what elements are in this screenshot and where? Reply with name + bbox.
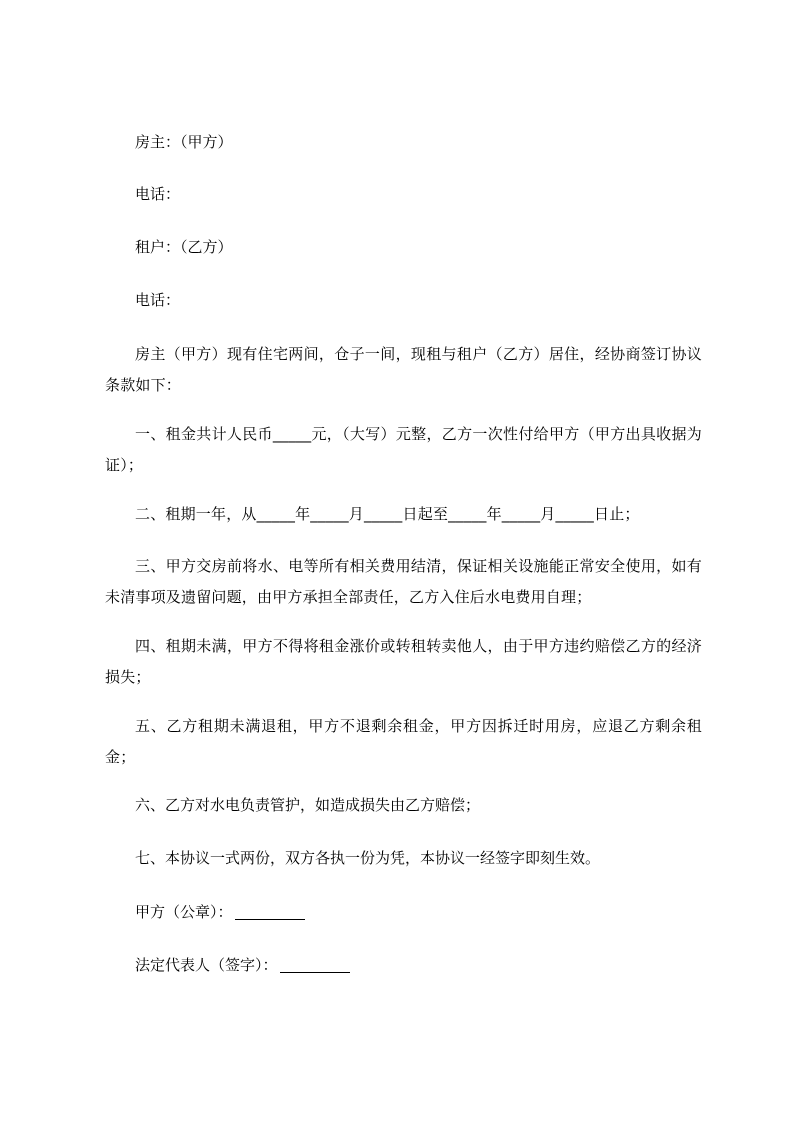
tenant-phone-label: 电话： (135, 291, 181, 309)
party-a-seal-line (135, 899, 305, 925)
party-a-seal-label: 甲方（公章）： (135, 903, 233, 921)
landlord-phone-label: 电话： (135, 185, 181, 203)
party-a-seal-blank (235, 901, 305, 920)
clause-6: 六、乙方对水电负责管护，如造成损失由乙方赔偿； (135, 796, 481, 814)
legal-rep-sign-blank (280, 954, 350, 973)
legal-rep-sign-label: 法定代表人（签字）： (135, 956, 278, 974)
intro-paragraph: 房主（甲方）现有住宅两间，仓子一间，现租与租户（乙方）居住，经协商签订协议条款如下： (105, 345, 702, 394)
clause-7: 七、本协议一式两份，双方各执一份为凭，本协议一经签字即刻生效。 (135, 849, 601, 867)
clause-1: 一、租金共计人民币_____元，（大写）元整，乙方一次性付给甲方（甲方出具收据为证）； (105, 425, 702, 474)
legal-rep-sign-line (135, 952, 350, 978)
clause-3: 三、甲方交房前将水、电等所有相关费用结清，保证相关设施能正常安全使用，如有未清事项及遗留问题，由甲方承担全部责任，乙方入住后水电费用自理； (105, 557, 702, 606)
clause-5: 五、乙方租期未满退租，甲方不退剩余租金，甲方因拆迁时用房，应退乙方剩余租金； (105, 717, 702, 766)
landlord-label: 房主：（甲方） (135, 133, 233, 151)
tenant-label: 租户：（乙方） (135, 238, 233, 256)
clause-2: 二、租期一年，从_____年_____月_____日起至_____年_____月_____日止； (135, 505, 640, 523)
clause-4: 四、租期未满，甲方不得将租金涨价或转租转卖他人，由于甲方违约赔偿乙方的经济损失； (105, 637, 702, 686)
